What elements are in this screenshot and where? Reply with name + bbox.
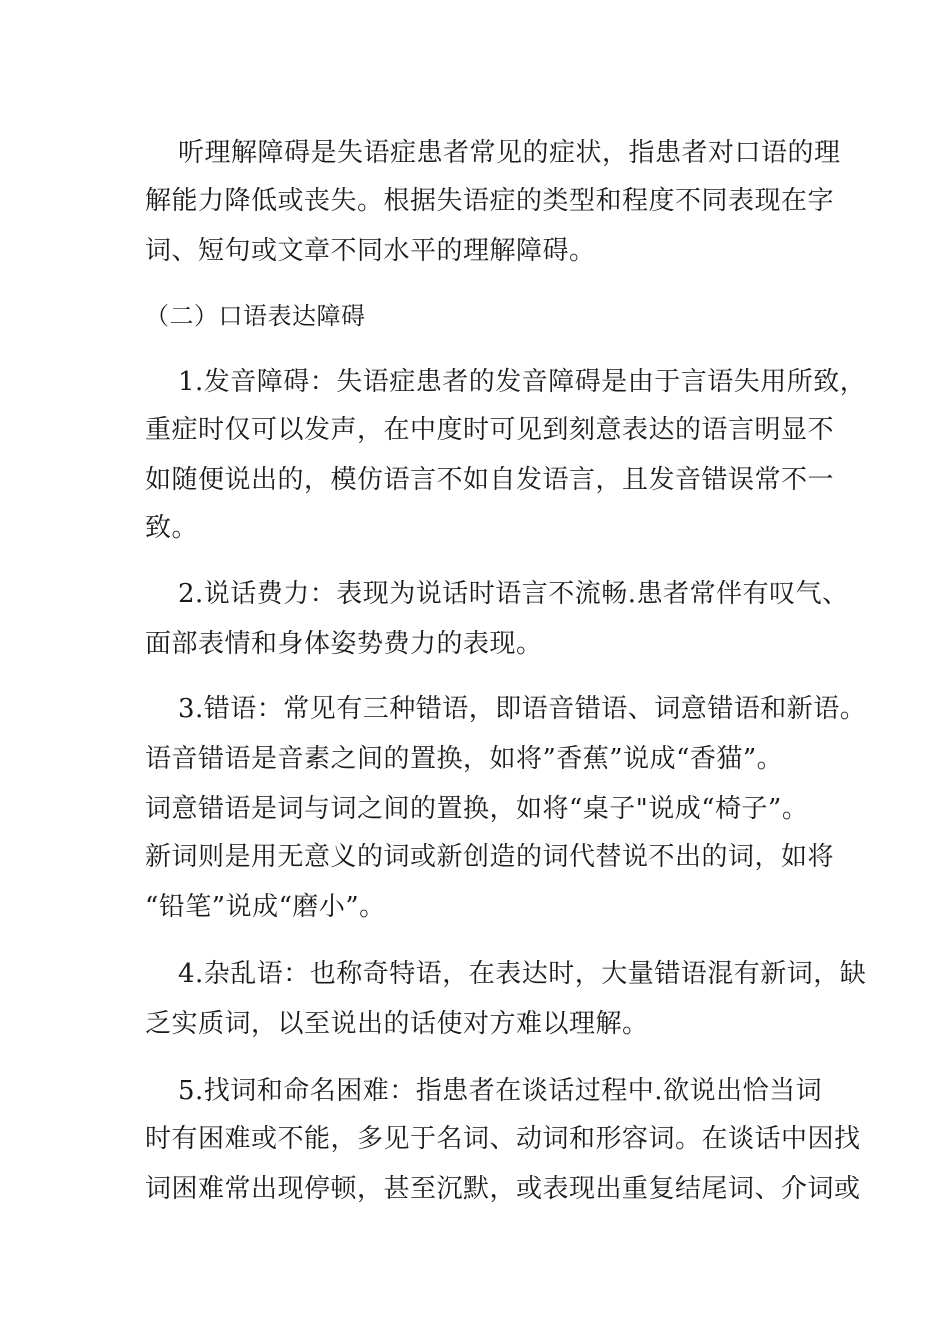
paragraph-line: 5.找词和命名困难：指患者在谈话过程中.欲说出恰当词 bbox=[178, 1076, 823, 1106]
paragraph-line: 2.说话费力：表现为说话时语言不流畅.患者常伴有叹气、 bbox=[178, 579, 849, 609]
paragraph-line: 面部表情和身体姿势费力的表现。 bbox=[145, 629, 543, 659]
paragraph-line: 新词则是用无意义的词或新创造的词代替说不出的词，如将 bbox=[145, 842, 835, 872]
paragraph-line: 词、短句或文章不同水平的理解障碍。 bbox=[145, 236, 596, 266]
paragraph-line: 如随便说出的，模仿语言不如自发语言，且发音错误常不一 bbox=[145, 465, 835, 495]
paragraph-line: 词意错语是词与词之间的置换，如将“桌子"说成“椅子”。 bbox=[145, 794, 809, 824]
paragraph-line: “铅笔”说成“磨小”。 bbox=[145, 892, 386, 922]
paragraph-line: 解能力降低或丧失。根据失语症的类型和程度不同表现在字 bbox=[145, 186, 835, 216]
paragraph-line: 听理解障碍是失语症患者常见的症状，指患者对口语的理 bbox=[178, 138, 841, 168]
section-heading: （二）口语表达障碍 bbox=[145, 302, 366, 330]
paragraph-line: 4.杂乱语：也称奇特语，在表达时，大量错语混有新词，缺 bbox=[178, 959, 867, 989]
paragraph-line: 1.发音障碍：失语症患者的发音障碍是由于言语失用所致， bbox=[178, 367, 867, 397]
paragraph-line: 语音错语是音素之间的置换，如将”香蕉”说成“香猫”。 bbox=[145, 744, 784, 774]
paragraph-line: 3.错语：常见有三种错语，即语音错语、词意错语和新语。 bbox=[178, 694, 867, 724]
paragraph-line: 乏实质词，以至说出的话使对方难以理解。 bbox=[145, 1009, 649, 1039]
paragraph-line: 致。 bbox=[145, 513, 199, 543]
paragraph-line: 词困难常出现停顿，甚至沉默，或表现出重复结尾词、介词或 bbox=[145, 1174, 861, 1204]
paragraph-line: 重症时仅可以发声，在中度时可见到刻意表达的语言明显不 bbox=[145, 415, 835, 445]
paragraph-line: 时有困难或不能，多见于名词、动词和形容词。在谈话中因找 bbox=[145, 1124, 861, 1154]
